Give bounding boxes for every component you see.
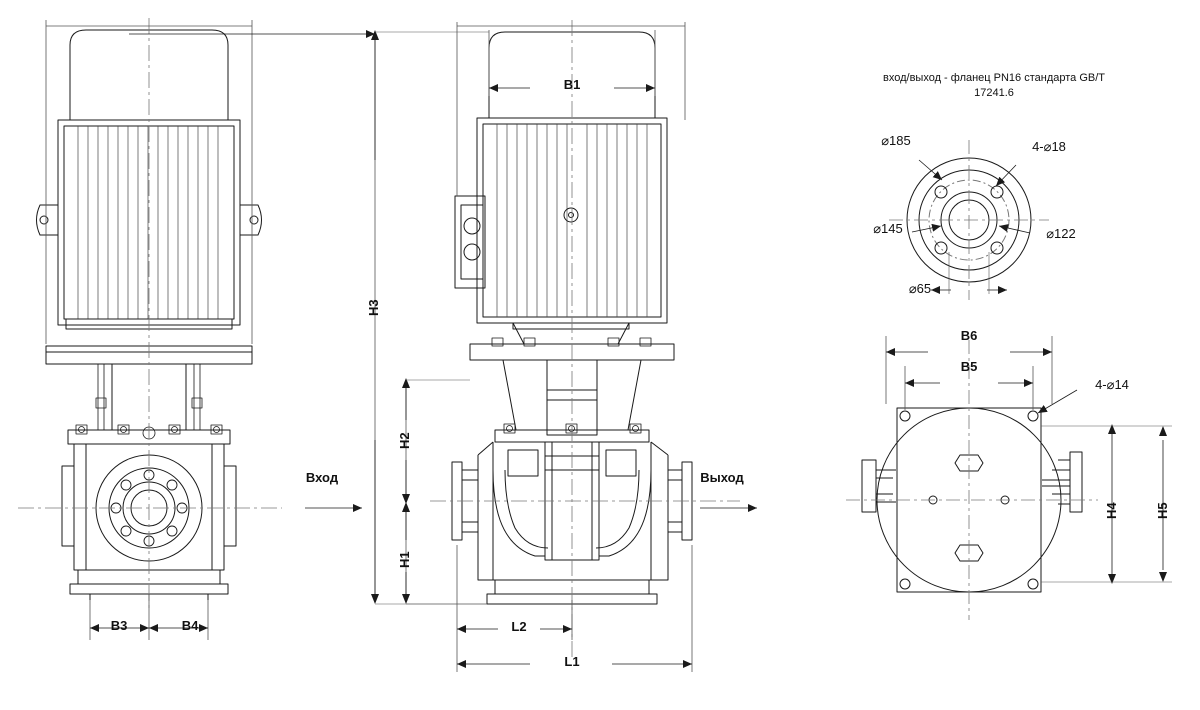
flange-note-line2: 17241.6	[974, 87, 1014, 99]
dim-d122-label: ⌀122	[1046, 226, 1076, 241]
dim-h5-label: H5	[1155, 502, 1170, 519]
dim-h4-label: H4	[1104, 502, 1119, 519]
inlet-flow-label: Вход	[305, 470, 339, 485]
dim-h3-label: H3	[366, 299, 381, 316]
dim-d65-label: ⌀65	[908, 281, 932, 296]
dim-h2-label: H2	[397, 432, 412, 449]
dim-l2-label: L2	[511, 619, 527, 634]
dim-d145-label: ⌀145	[873, 221, 903, 236]
dim-b6-label: B6	[960, 328, 978, 343]
dim-4xd14-label: 4-⌀14	[1095, 377, 1129, 392]
side-view-centerlines	[430, 20, 740, 660]
outlet-flow-label: Выход	[700, 470, 744, 485]
dim-d185-label: ⌀185	[881, 133, 911, 148]
flange-note-line1: вход/выход - фланец PN16 стандарта GB/T	[882, 72, 1106, 84]
dim-h1-label: H1	[397, 551, 412, 568]
dim-b3-label: B3	[110, 618, 128, 633]
top-view-dimensions	[886, 336, 1172, 584]
dim-4xd18-label: 4-⌀18	[1032, 139, 1066, 154]
dim-l1-label: L1	[564, 654, 580, 669]
flange-detail-centerlines	[889, 140, 1049, 300]
dim-b4-label: B4	[181, 618, 199, 633]
dim-b5-label: B5	[960, 359, 978, 374]
dim-b1-label: B1	[563, 77, 581, 92]
